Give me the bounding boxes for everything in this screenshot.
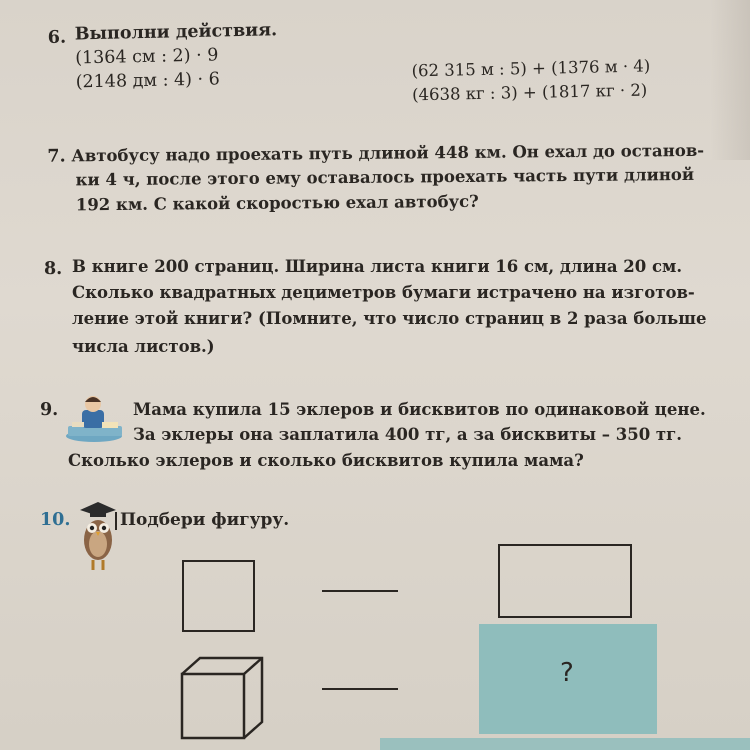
task-9-number: 9. xyxy=(40,400,59,420)
task-9-line-1: Мама купила 15 эклеров и бисквитов по одинаковой цене. xyxy=(133,400,706,419)
task-8-line-2: Сколько квадратных дециметров бумаги истрачено на изготов- xyxy=(72,283,695,302)
task-6-expr-3: (62 315 м : 5) + (1376 м · 4) xyxy=(411,56,651,81)
owl-icon xyxy=(76,500,120,572)
task-7-line-1: Автобусу надо проехать путь длиной 448 км. Он ехал до останов- xyxy=(71,140,705,166)
task-9-line-3: Сколько эклеров и сколько бисквитов купила мама? xyxy=(68,451,584,470)
task-10-number: 10. xyxy=(40,510,71,530)
task-6-number: 6. xyxy=(47,27,67,49)
rectangle-shape xyxy=(498,544,632,618)
task-6-expr-4: (4638 кг : 3) + (1817 кг · 2) xyxy=(411,80,648,105)
task-7-line-3: 192 км. С какой скоростью ехал автобус? xyxy=(75,191,479,215)
question-mark: ? xyxy=(560,658,574,688)
task-8-number: 8. xyxy=(44,259,63,279)
task-8-line-4: числа листов.) xyxy=(72,337,215,356)
task-8-line-1: В книге 200 страниц. Ширина листа книги 16 см, длина 20 см. xyxy=(72,257,683,276)
answer-dash-2 xyxy=(322,688,398,690)
square-shape xyxy=(182,560,255,632)
cube-shape xyxy=(180,656,264,740)
answer-dash-1 xyxy=(322,590,398,592)
task-9-line-2: За эклеры она заплатила 400 тг, а за бисквиты – 350 тг. xyxy=(133,425,683,444)
task-7-line-2: ки 4 ч, после этого ему оставалось проехать часть пути длиной xyxy=(75,164,695,190)
answer-panel-bottom xyxy=(380,738,750,750)
task-6-expr-2: (2148 дм : 4) · 6 xyxy=(75,69,221,93)
task-7-number: 7. xyxy=(47,146,66,167)
task-6-expr-1: (1364 см : 2) · 9 xyxy=(75,45,219,69)
title-marker xyxy=(115,512,117,530)
task-10-title: Подбери фигуру. xyxy=(120,510,290,530)
task-6-title: Выполни действия. xyxy=(74,20,278,45)
task-8-line-3: ление этой книги? (Помните, что число страниц в 2 раза больше xyxy=(72,309,707,328)
